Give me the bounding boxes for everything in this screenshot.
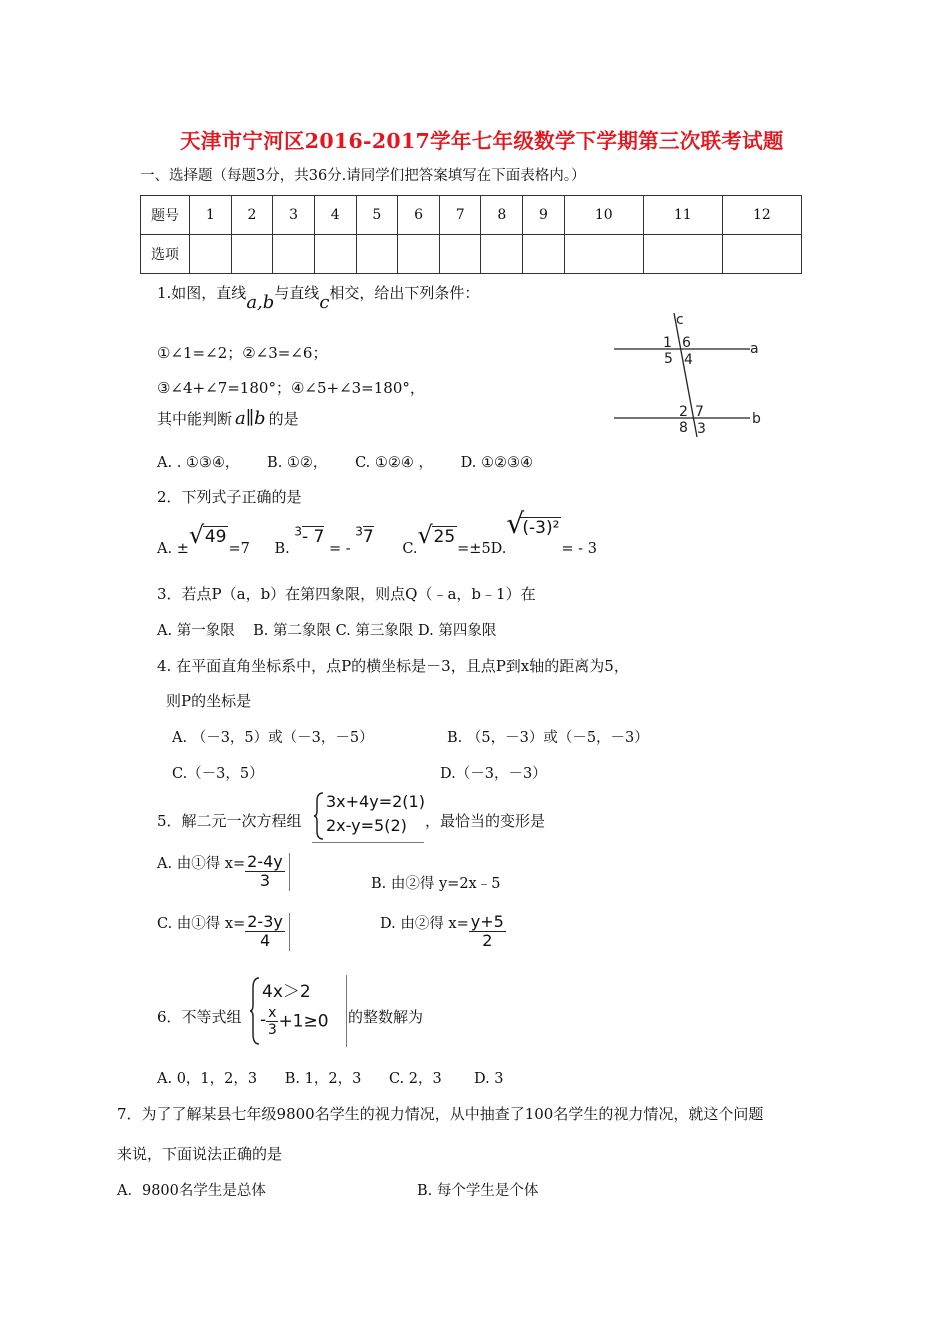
- question-3-stem: 3．若点P（a，b）在第四象限，则点Q（﹣a，b﹣1）在: [157, 585, 536, 603]
- table-cell-number: 12: [722, 196, 801, 235]
- table-cell-number: 7: [439, 196, 481, 235]
- answer-cell[interactable]: [439, 235, 481, 274]
- q5-option-b: B. 由②得 y=2x﹣5: [371, 876, 501, 892]
- q1-figure: [600, 305, 780, 440]
- angle-3: 3: [697, 421, 706, 437]
- q2-a-suffix: =7: [228, 540, 250, 557]
- q6-ineq2-post: +1≥0: [278, 1011, 329, 1032]
- q6-ineq2-frac: [266, 1005, 278, 1038]
- q6-ineq2-den: 3: [267, 1022, 277, 1039]
- q5-equation-system: [312, 790, 424, 843]
- q5-eq1: 3x+4y=2(1): [326, 792, 425, 811]
- angle-6: 6: [682, 335, 691, 351]
- q2-c-radicand: 25: [433, 526, 456, 547]
- q2-b-cbrt: [294, 524, 325, 547]
- q2-d-sqrt: √ (-3)²: [506, 506, 560, 540]
- q2-d-radicand: (-3)²: [522, 517, 560, 538]
- q1-condition-1: ①∠1=∠2；②∠3=∠6；: [157, 344, 328, 362]
- q1-options: A. . ①③④， B. ①②， C. ①②④ ， D. ①②③④: [157, 455, 533, 471]
- q4-option-d: D.（－3，－3）: [440, 766, 547, 782]
- q7-option-b: B. 每个学生是个体: [417, 1183, 539, 1199]
- q6-ineq1: 4x＞2: [262, 982, 311, 1002]
- q6-ineq2-num: x: [268, 1005, 277, 1021]
- q4-option-c: C.（－3，5）: [172, 766, 264, 782]
- answer-cell[interactable]: [398, 235, 440, 274]
- q5-a-frac: [245, 853, 290, 891]
- q5-d-num: y+5: [470, 912, 504, 931]
- q2-c-prefix: C.: [402, 540, 418, 557]
- q5-d-den: 2: [482, 931, 493, 951]
- answer-table: [140, 195, 802, 274]
- q5-option-c: [157, 912, 290, 953]
- q2-options: [157, 506, 597, 557]
- angle-8: 8: [679, 420, 688, 436]
- q2-c-suffix: =±5D.: [457, 540, 507, 557]
- q2-b-radicand2: 7: [362, 526, 374, 547]
- answer-cell[interactable]: [231, 235, 273, 274]
- q5-a-den: 3: [259, 871, 271, 891]
- table-cell-number: 11: [643, 196, 722, 235]
- question-4-stem-2: 则P的坐标是: [166, 692, 252, 710]
- question-1-stem: [157, 282, 480, 313]
- q2-b-index: 3: [294, 524, 302, 538]
- question-7-stem-2: 来说，下面说法正确的是: [117, 1145, 283, 1163]
- q6-ineq2-pre: -: [260, 1009, 267, 1030]
- label-b: b: [752, 411, 761, 427]
- answer-cell[interactable]: [481, 235, 523, 274]
- table-cell-number: 6: [398, 196, 440, 235]
- q5-a-text: A. 由①得 x=: [157, 855, 246, 872]
- q2-b-radicand: - 7: [301, 526, 325, 547]
- q1-condition-2: ③∠4+∠7=180°；④∠5+∠3=180°，: [157, 379, 425, 397]
- table-cell-number: 9: [523, 196, 565, 235]
- q2-a-radicand: 49: [204, 526, 227, 547]
- question-6-stem-a: 6．不等式组: [157, 1008, 242, 1026]
- q3-options: A. 第一象限 B. 第二象限 C. 第三象限 D. 第四象限: [157, 623, 497, 639]
- question-7-stem: 7．为了了解某县七年级9800名学生的视力情况，从中抽查了100名学生的视力情况，就这个问题: [117, 1105, 764, 1123]
- q2-b-index2: 3: [355, 524, 363, 538]
- q5-c-text: C. 由①得 x=: [157, 915, 246, 932]
- answer-cell[interactable]: [564, 235, 643, 274]
- table-row-answers: [141, 235, 802, 274]
- q1-var-c: c: [319, 292, 330, 313]
- angle-5: 5: [664, 351, 673, 367]
- answer-cell[interactable]: [356, 235, 398, 274]
- q1-text3: 相交，给出下列条件：: [329, 284, 480, 302]
- table-row-numbers: [141, 196, 802, 235]
- label-a: a: [750, 341, 759, 357]
- q6-inequality-system: [248, 975, 347, 1047]
- q2-b-mid: = -: [328, 540, 351, 557]
- table-cell-number: 4: [314, 196, 356, 235]
- q5-c-frac: [245, 913, 290, 951]
- table-cell-number: 8: [481, 196, 523, 235]
- question-4-stem: 4. 在平面直角坐标系中，点P的横坐标是－3，且点P到x轴的距离为5，: [157, 657, 629, 675]
- answer-cell[interactable]: [314, 235, 356, 274]
- q5-d-text: D. 由②得 x=: [380, 915, 469, 932]
- answer-cell[interactable]: [722, 235, 801, 274]
- table-answer-label: 选项: [141, 235, 190, 274]
- question-5-stem-a: 5．解二元一次方程组: [157, 812, 302, 830]
- table-cell-number: 3: [273, 196, 315, 235]
- q5-option-d: [380, 912, 506, 953]
- q1-text: 1.如图，直线: [157, 284, 247, 302]
- q7-option-a: A．9800名学生是总体: [117, 1183, 266, 1199]
- question-5-stem-b: ，最恰当的变形是: [425, 812, 546, 830]
- label-c: c: [676, 312, 684, 328]
- q1-text2: 与直线: [274, 284, 320, 302]
- table-header-label: 题号: [141, 196, 190, 235]
- q1-judge-text2: 的是: [268, 410, 299, 428]
- answer-cell[interactable]: [523, 235, 565, 274]
- q5-option-a: [157, 852, 290, 893]
- q5-d-frac: [469, 913, 506, 951]
- q2-b-prefix: B.: [274, 540, 290, 557]
- q6-ineq2: [260, 1005, 329, 1038]
- answer-cell[interactable]: [643, 235, 722, 274]
- q2-d-suffix: = - 3: [561, 540, 597, 557]
- q4-option-b: B. （5，－3）或（－5，－3）: [447, 730, 649, 746]
- answer-cell[interactable]: [273, 235, 315, 274]
- q1-var-ab: a,b: [246, 292, 275, 313]
- q4-option-a: A. （－3，5）或（－3，－5）: [172, 730, 374, 746]
- q2-a-sqrt: √ 49: [188, 520, 227, 549]
- page-title: 天津市宁河区2016-2017学年七年级数学下学期第三次联考试题: [180, 129, 784, 153]
- table-cell-number: 10: [564, 196, 643, 235]
- table-cell-number: 5: [356, 196, 398, 235]
- table-cell-number: 1: [190, 196, 232, 235]
- table-cell-number: 2: [231, 196, 273, 235]
- q5-eq2: 2x-y=5(2): [326, 816, 407, 835]
- section-heading: 一、选择题（每题3分，共36分.请同学们把答案填写在下面表格内。）: [140, 168, 586, 184]
- q1-judge: [157, 408, 299, 429]
- q5-c-num: 2-3y: [247, 912, 283, 931]
- answer-cell[interactable]: [190, 235, 232, 274]
- q5-a-num: 2-4y: [247, 852, 283, 871]
- q1-judge-var: a∥b: [235, 408, 266, 429]
- q2-b-cbrt2: [355, 524, 374, 547]
- q1-judge-text: 其中能判断: [157, 410, 233, 428]
- angle-1: 1: [663, 335, 672, 351]
- question-2-stem: 2．下列式子正确的是: [157, 488, 302, 506]
- q2-a-prefix: A. ±: [157, 540, 189, 557]
- q6-options: A. 0，1，2，3 B. 1，2，3 C. 2，3 D. 3: [157, 1071, 504, 1087]
- q2-c-sqrt: √ 25: [417, 520, 456, 549]
- angle-7: 7: [695, 404, 704, 420]
- question-6-stem-b: 的整数解为: [348, 1008, 424, 1026]
- q5-c-den: 4: [259, 931, 271, 951]
- angle-4: 4: [684, 352, 693, 368]
- angle-2: 2: [679, 404, 688, 420]
